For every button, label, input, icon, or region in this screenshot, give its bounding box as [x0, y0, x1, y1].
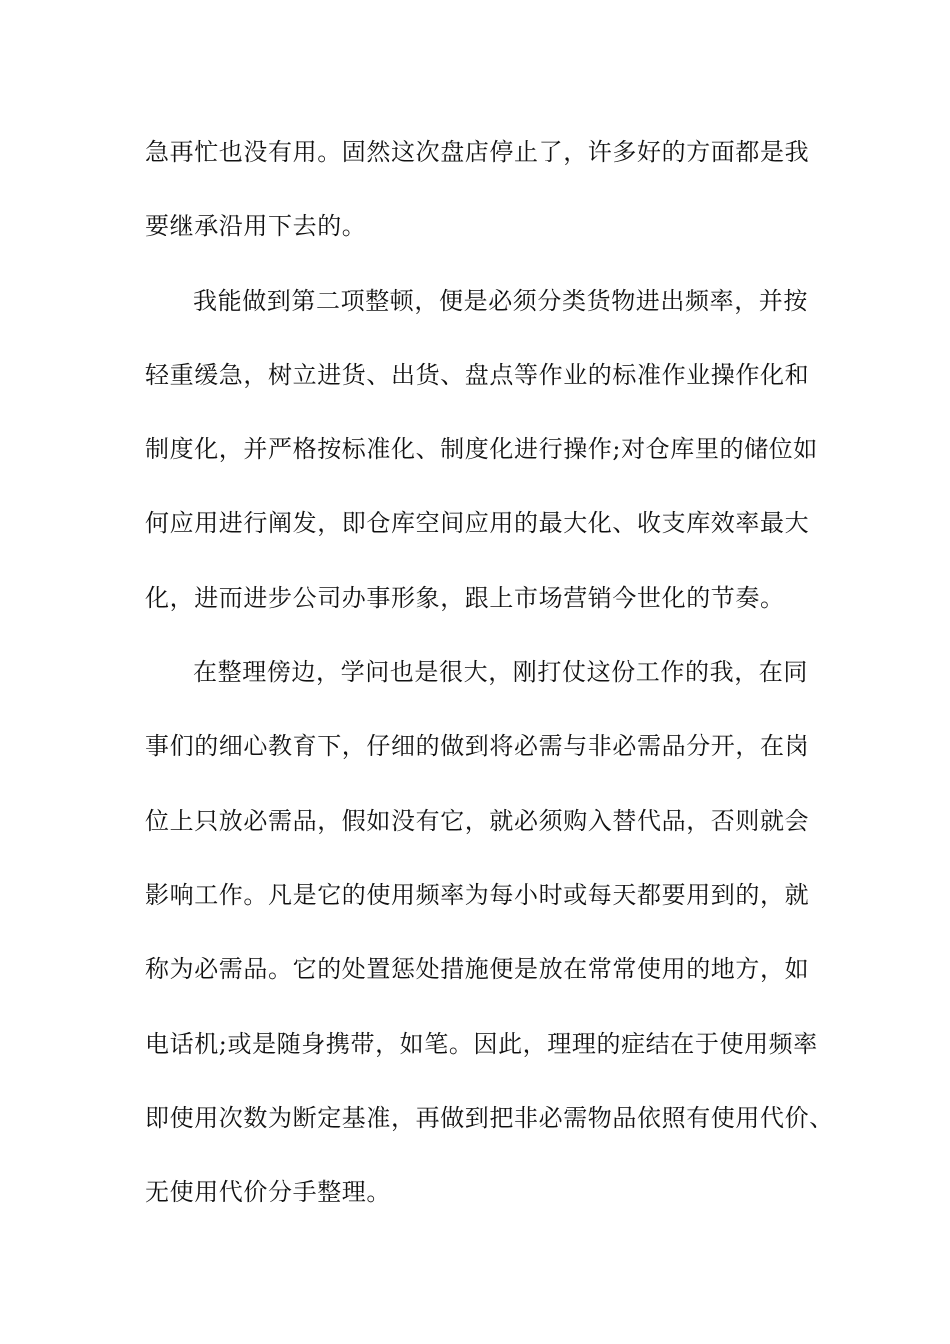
- paragraph-first-line: 在整理傍边，学问也是很大，刚打仗这份工作的我，在同: [193, 658, 808, 686]
- text-line: 轻重缓急，树立进货、出货、盘点等作业的标准作业操作化和: [145, 361, 810, 389]
- text-line: 事们的细心教育下，仔细的做到将必需与非必需品分开，在岗: [145, 732, 810, 760]
- text-line: 制度化，并严格按标准化、制度化进行操作;对仓库里的储位如: [145, 435, 818, 463]
- text-line: 影响工作。凡是它的使用频率为每小时或每天都要用到的，就: [145, 881, 810, 909]
- text-line: 急再忙也没有用。固然这次盘店停止了，许多好的方面都是我: [145, 138, 810, 166]
- text-line: 电话机;或是随身携带，如笔。因此，理理的症结在于使用频率: [145, 1030, 818, 1058]
- text-line: 无使用代价分手整理。: [145, 1178, 391, 1206]
- text-line: 位上只放必需品，假如没有它，就必须购入替代品，否则就会: [145, 807, 810, 835]
- paragraph-first-line: 我能做到第二项整顿，便是必须分类货物进出频率，并按: [193, 287, 808, 315]
- text-line: 即使用次数为断定基准，再做到把非必需物品依照有使用代价、: [145, 1104, 834, 1132]
- text-line: 化，进而进步公司办事形象，跟上市场营销今世化的节奏。: [145, 584, 785, 612]
- text-line: 何应用进行阐发，即仓库空间应用的最大化、收支库效率最大: [145, 509, 810, 537]
- text-line: 要继承沿用下去的。: [145, 212, 367, 240]
- text-line: 称为必需品。它的处置惩处措施便是放在常常使用的地方，如: [145, 955, 810, 983]
